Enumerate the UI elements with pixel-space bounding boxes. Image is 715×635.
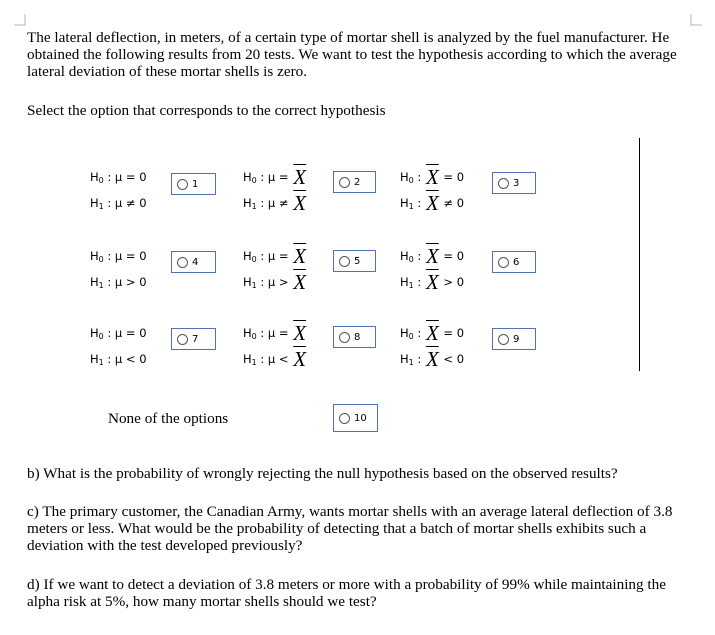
hypothesis-prompt: Select the option that corresponds to the correct hypothesis bbox=[27, 102, 386, 119]
option-4-radio[interactable]: 4 bbox=[171, 251, 216, 273]
x-bar-symbol: $\overline{X}$ bbox=[425, 321, 439, 345]
radio-circle-icon bbox=[339, 332, 350, 343]
x-bar-symbol: $\overline{X}$ bbox=[293, 347, 307, 371]
x-bar-symbol: $\overline{X}$ bbox=[293, 244, 307, 268]
radio-circle-icon bbox=[339, 256, 350, 267]
question-b: b) What is the probability of wrongly rejecting the null hypothesis based on the observed results? bbox=[27, 465, 618, 482]
hypothesis-9-h1: $H_1$ : $\overline{X} < 0$ bbox=[400, 347, 465, 371]
intro-paragraph: The lateral deflection, in meters, of a certain type of mortar shell is analyzed by the fuel manufacturer. He obtained the following results from 20 tests. We want to test the hypothesis according to which the average lateral deviation of these mortar shells is zero. bbox=[27, 29, 677, 80]
radio-circle-icon bbox=[177, 334, 188, 345]
x-bar-symbol: $\overline{X}$ bbox=[425, 347, 439, 371]
option-7-radio[interactable]: 7 bbox=[171, 328, 216, 350]
hypothesis-5-h1: $H_1$ : $\mu > \overline{X}$ bbox=[243, 270, 307, 294]
hypothesis-4-h1: $H_1$ : μ > 0 bbox=[90, 275, 147, 290]
hypothesis-7-h1: $H_1$ : μ < 0 bbox=[90, 352, 147, 367]
option-2-radio[interactable]: 2 bbox=[333, 171, 376, 193]
hypothesis-1-h0: $H_0$ : μ = 0 bbox=[90, 170, 147, 185]
x-bar-symbol: $\overline{X}$ bbox=[425, 191, 439, 215]
radio-circle-icon bbox=[177, 179, 188, 190]
hypothesis-5-h0: $H_0$ : $\mu = \overline{X}$ bbox=[243, 244, 307, 268]
question-c: c) The primary customer, the Canadian Army, wants mortar shells with an average lateral deflection of 3.8 meters or less. What would be the probability of detecting that a batch of mortar shells exhibits such a deviation with the test developed previously? bbox=[27, 503, 673, 554]
option-8-radio[interactable]: 8 bbox=[333, 326, 376, 348]
option-5-radio[interactable]: 5 bbox=[333, 250, 376, 272]
x-bar-symbol: $\overline{X}$ bbox=[425, 270, 439, 294]
x-bar-symbol: $\overline{X}$ bbox=[425, 165, 439, 189]
hypothesis-1-h1: $H_1$ : μ ≠ 0 bbox=[90, 196, 147, 211]
x-bar-symbol: $\overline{X}$ bbox=[425, 244, 439, 268]
hypothesis-2-h0: $H_0$ : $\mu = \overline{X}$ bbox=[243, 165, 307, 189]
hypothesis-6-h1: $H_1$ : $\overline{X} > 0$ bbox=[400, 270, 465, 294]
radio-circle-icon bbox=[339, 177, 350, 188]
x-bar-symbol: $\overline{X}$ bbox=[293, 191, 307, 215]
vertical-rule bbox=[639, 138, 640, 371]
hypothesis-3-h0: $H_0$ : $\overline{X} = 0$ bbox=[400, 165, 465, 189]
x-bar-symbol: $\overline{X}$ bbox=[293, 165, 307, 189]
x-bar-symbol: $\overline{X}$ bbox=[293, 321, 307, 345]
hypothesis-7-h0: $H_0$ : μ = 0 bbox=[90, 326, 147, 341]
radio-circle-icon bbox=[498, 178, 509, 189]
hypothesis-8-h0: $H_0$ : $\mu = \overline{X}$ bbox=[243, 321, 307, 345]
hypothesis-6-h0: $H_0$ : $\overline{X} = 0$ bbox=[400, 244, 465, 268]
option-9-radio[interactable]: 9 bbox=[492, 328, 536, 350]
radio-circle-icon bbox=[498, 334, 509, 345]
x-bar-symbol: $\overline{X}$ bbox=[293, 270, 307, 294]
none-of-the-options-label: None of the options bbox=[108, 410, 229, 427]
top-left-corner-mark bbox=[14, 14, 26, 30]
option-3-radio[interactable]: 3 bbox=[492, 172, 536, 194]
question-d: d) If we want to detect a deviation of 3.8 meters or more with a probability of 99% while maintaining the alpha risk at 5%, how many mortar shells should we test? bbox=[27, 576, 666, 610]
radio-circle-icon bbox=[339, 413, 350, 424]
hypothesis-4-h0: $H_0$ : μ = 0 bbox=[90, 249, 147, 264]
hypothesis-8-h1: $H_1$ : $\mu < \overline{X}$ bbox=[243, 347, 307, 371]
option-6-radio[interactable]: 6 bbox=[492, 251, 536, 273]
hypothesis-3-h1: $H_1$ : $\overline{X} \ne 0$ bbox=[400, 191, 465, 215]
hypothesis-2-h1: $H_1$ : $\mu \ne \overline{X}$ bbox=[243, 191, 307, 215]
top-right-corner-mark bbox=[690, 14, 702, 30]
option-1-radio[interactable]: 1 bbox=[171, 173, 216, 195]
radio-circle-icon bbox=[498, 257, 509, 268]
hypothesis-9-h0: $H_0$ : $\overline{X} = 0$ bbox=[400, 321, 465, 345]
option-10-radio[interactable]: 10 bbox=[333, 404, 378, 432]
radio-circle-icon bbox=[177, 257, 188, 268]
